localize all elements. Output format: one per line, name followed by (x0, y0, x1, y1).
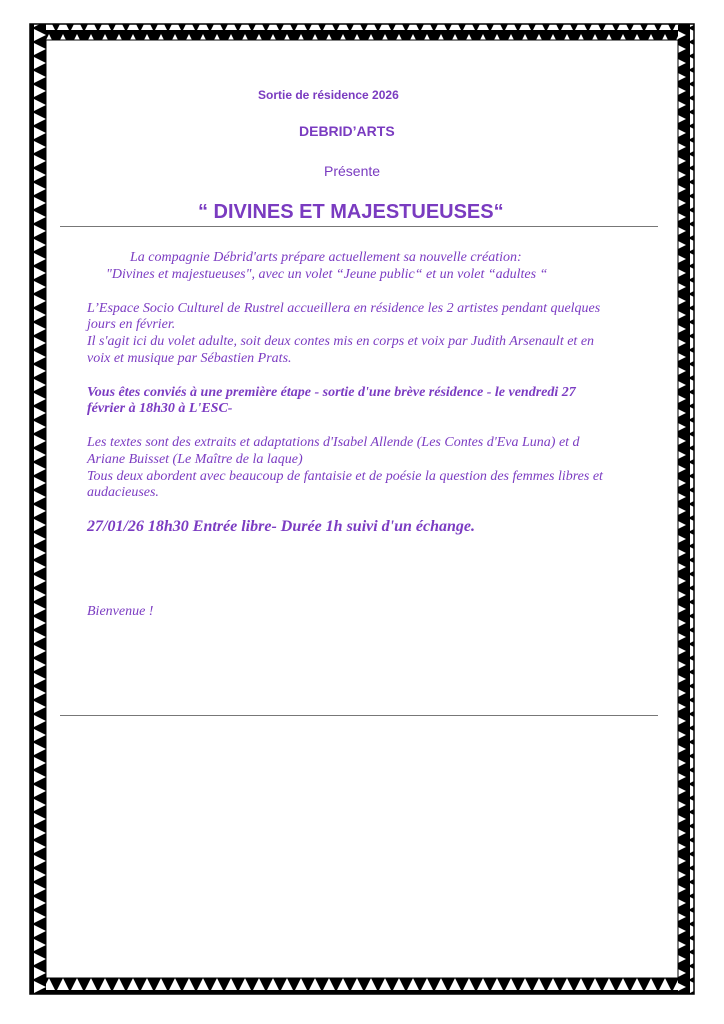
title-divider (60, 226, 658, 227)
intro-line-1: La compagnie Débrid'arts prépare actuellement sa nouvelle création: (130, 250, 522, 265)
intro-line-2: "Divines et majestueuses", avec un volet “Jeune public“ et un volet “adultes “ (106, 267, 548, 282)
paragraph-line: Ariane Buisset (Le Maître de la laque) (87, 452, 303, 467)
presents-label: Présente (324, 163, 381, 179)
paragraph-line: jours en février. (87, 317, 176, 332)
paragraph-line: voix et musique par Sébastien Prats. (87, 351, 292, 366)
paragraph-line: audacieuses. (87, 485, 159, 500)
paragraph-line: Les textes sont des extraits et adaptations d'Isabel Allende (Les Contes d'Eva Luna) et d (87, 435, 580, 450)
event-details: 27/01/26 18h30 Entrée libre- Durée 1h suivi d'un échange. (87, 518, 476, 535)
bottom-divider (60, 715, 658, 716)
paragraph-line: Tous deux abordent avec beaucoup de fantaisie et de poésie la question des femmes libres et (87, 469, 603, 484)
paragraph-line: Il s'agit ici du volet adulte, soit deux contes mis en corps et voix par Judith Arsenault et en (87, 334, 595, 349)
welcome-text: Bienvenue ! (87, 604, 154, 619)
invitation-line-1: Vous êtes conviés à une première étape - sortie d'une brève résidence - le vendredi 27 (87, 385, 576, 400)
invitation-line-2: février à 18h30 à L'ESC- (87, 401, 233, 416)
paragraph-line: L’Espace Socio Culturel de Rustrel accueillera en résidence les 2 artistes pendant quelques (87, 301, 601, 316)
company-name: DEBRID’ARTS (299, 123, 395, 139)
residency-label: Sortie de résidence 2026 (258, 88, 399, 102)
page-title: “ DIVINES ET MAJESTUEUSES“ (198, 201, 504, 223)
